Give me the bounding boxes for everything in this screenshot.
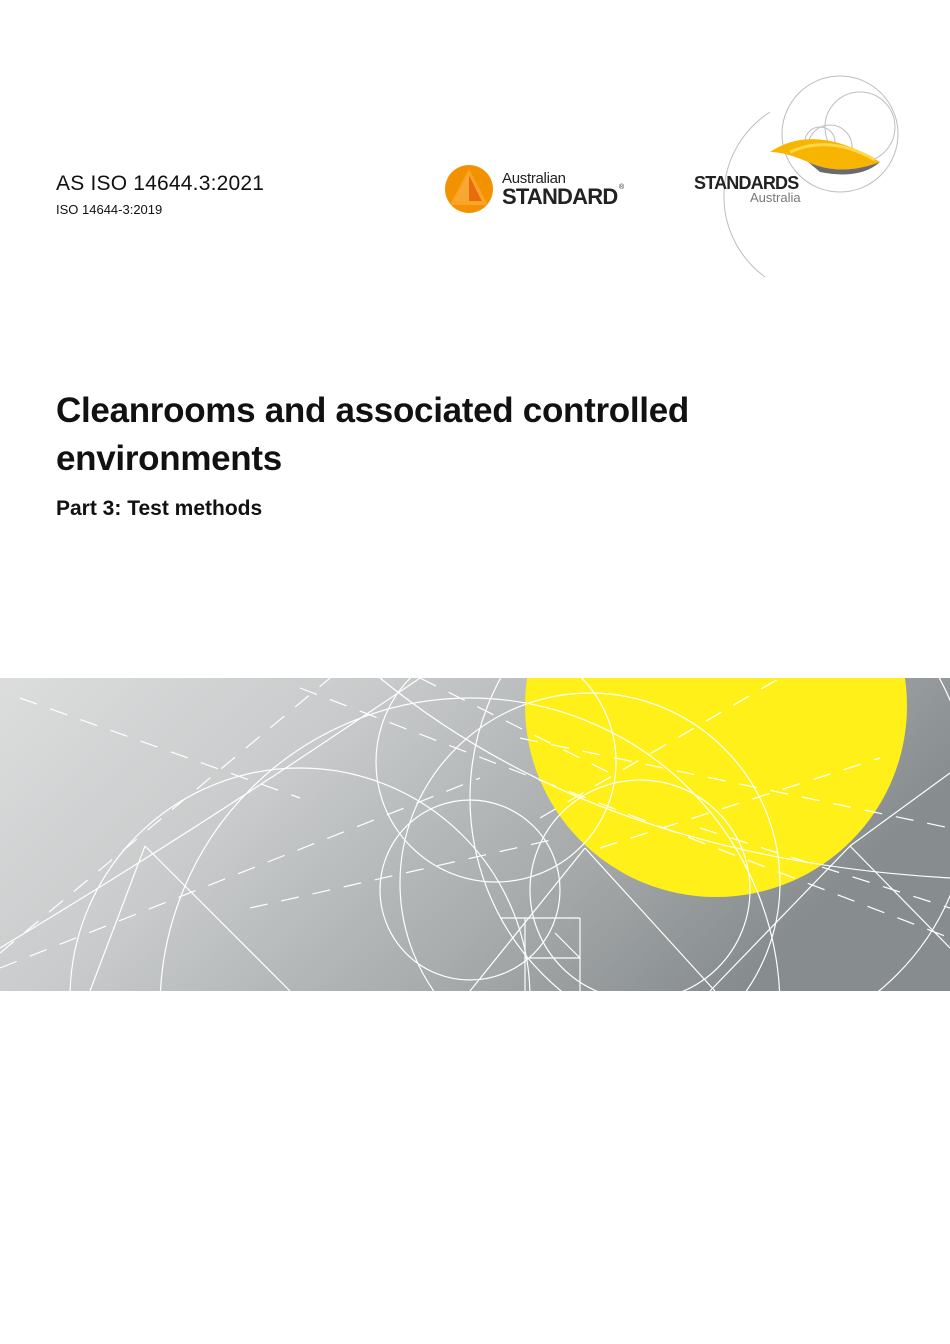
document-part-subtitle: Part 3: Test methods	[56, 497, 263, 520]
australian-standard-triangle-icon	[444, 163, 494, 215]
logo-australian-text: Australian	[502, 170, 566, 187]
standards-australia-logo	[690, 72, 905, 282]
registered-mark: ®	[619, 184, 625, 191]
document-title: Cleanrooms and associated controlled environments	[56, 391, 689, 478]
australian-standard-logo	[444, 163, 634, 215]
logo-australia-text: Australia	[750, 190, 801, 205]
logo-standard-text: STANDARD	[502, 184, 618, 209]
decorative-geometric-band	[0, 678, 950, 991]
standard-number: AS ISO 14644.3:2021	[56, 172, 265, 195]
iso-number: ISO 14644-3:2019	[56, 202, 163, 217]
logo-standards-text: STANDARDS	[694, 173, 799, 193]
